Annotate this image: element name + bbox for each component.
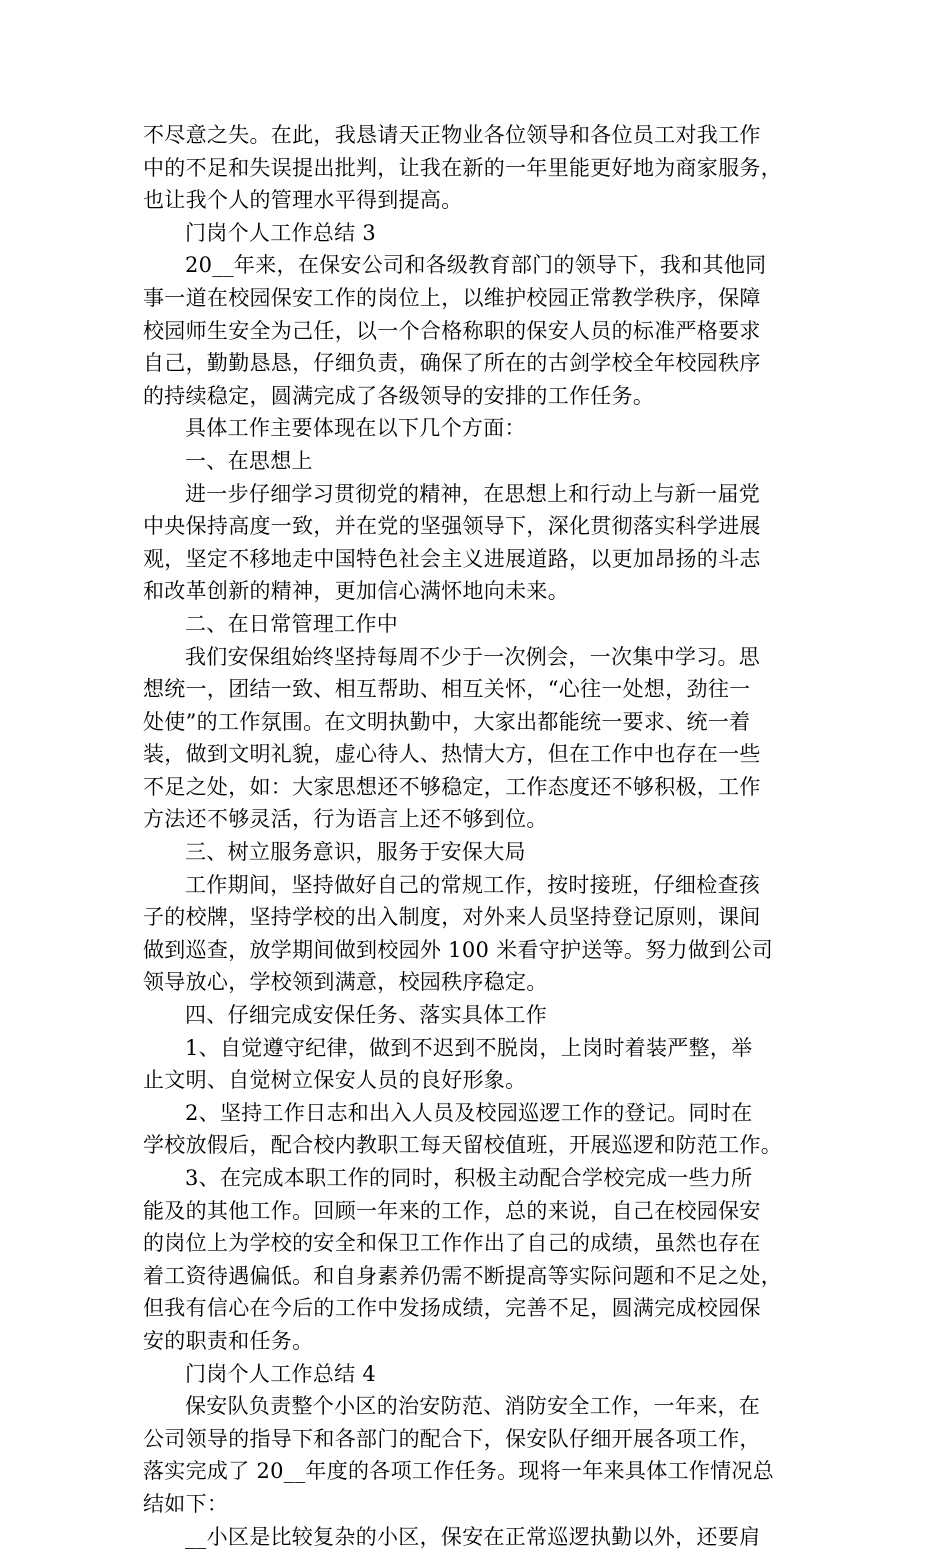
text-line: 校园师生安全为己任，以一个合格称职的保安人员的标准严格要求: [143, 318, 761, 343]
text-line: 结如下：: [143, 1491, 229, 1516]
text-line: 也让我个人的管理水平得到提高。: [143, 188, 463, 213]
text-line: 能及的其他工作。回顾一年来的工作，总的来说，自己在校园保安: [143, 1198, 761, 1223]
text-line: 一、在思想上: [185, 448, 313, 473]
text-line: 方法还不够灵活，行为语言上还不够到位。: [143, 807, 548, 832]
text-line: 工作期间，坚持做好自己的常规工作，按时接班，仔细检查孩: [185, 872, 761, 897]
text-line: 领导放心，学校领到满意，校园秩序稳定。: [143, 970, 548, 995]
text-line: 不尽意之失。在此，我恳请天正物业各位领导和各位员工对我工作: [143, 123, 761, 147]
text-line: 装，做到文明礼貌，虚心待人、热情大方，但在工作中也存在一些: [143, 742, 761, 767]
text-line: 中的不足和失误提出批判，让我在新的一年里能更好地为商家服务，: [143, 155, 782, 180]
text-line: 想统一，团结一致、相互帮助、相互关怀，“心往一处想，劲往一: [143, 677, 751, 702]
text-line: 不足之处，如：大家思想还不够稳定，工作态度还不够积极，工作: [143, 774, 761, 799]
document-body: [143, 119, 815, 1553]
text-line: 公司领导的指导下和各部门的配合下，保安队仔细开展各项工作，: [143, 1426, 761, 1451]
text-line: 子的校牌，坚持学校的出入制度，对外来人员坚持登记原则，课间: [143, 905, 761, 930]
text-line: 门岗个人工作总结 4: [185, 1361, 377, 1386]
text-line: __小区是比较复杂的小区，保安在正常巡逻执勤以外，还要肩: [185, 1524, 761, 1549]
text-line: 保安队负责整个小区的治安防范、消防安全工作，一年来，在: [185, 1394, 761, 1419]
text-line: 1、自觉遵守纪律，做到不迟到不脱岗，上岗时着装严整，举: [185, 1035, 753, 1060]
text-line: 门岗个人工作总结 3: [185, 220, 377, 245]
text-line: 自己，勤勤恳恳，仔细负责，确保了所在的古剑学校全年校园秩序: [143, 351, 761, 376]
text-line: 2、坚持工作日志和出入人员及校园巡逻工作的登记。同时在: [185, 1100, 753, 1125]
text-line: 三、树立服务意识，服务于安保大局: [185, 840, 526, 865]
text-line: 落实完成了 20__年度的各项工作任务。现将一年来具体工作情况总: [143, 1459, 774, 1484]
text-line: 的岗位上为学校的安全和保卫工作作出了自己的成绩，虽然也存在: [143, 1231, 761, 1256]
text-line: 四、仔细完成安保任务、落实具体工作: [185, 1003, 548, 1028]
text-line: 中央保持高度一致，并在党的坚强领导下，深化贯彻落实科学进展: [143, 514, 761, 539]
text-line: 的持续稳定，圆满完成了各级领导的安排的工作任务。: [143, 383, 655, 408]
text-line: 和改革创新的精神，更加信心满怀地向未来。: [143, 579, 569, 604]
text-line: 二、在日常管理工作中: [185, 611, 398, 636]
text-line: 观，坚定不移地走中国特色社会主义进展道路，以更加昂扬的斗志: [143, 546, 761, 571]
text-line: 20__年来，在保安公司和各级教育部门的领导下，我和其他同: [185, 253, 767, 278]
text-line: 学校放假后，配合校内教职工每天留校值班，开展巡逻和防范工作。: [143, 1133, 782, 1158]
text-line: 止文明、自觉树立保安人员的良好形象。: [143, 1068, 527, 1093]
text-line: 安的职责和任务。: [143, 1328, 314, 1353]
text-line: 事一道在校园保安工作的岗位上，以维护校园正常教学秩序，保障: [143, 285, 761, 310]
text-line: 着工资待遇偏低。和自身素养仍需不断提高等实际问题和不足之处，: [143, 1263, 782, 1288]
text-line: 做到巡查，放学期间做到校园外 100 米看守护送等。努力做到公司: [143, 937, 774, 962]
text-line: 我们安保组始终坚持每周不少于一次例会，一次集中学习。思: [185, 644, 761, 669]
text-line: 处使”的工作氛围。在文明执勤中，大家出都能统一要求、统一着: [143, 709, 751, 734]
text-line: 3、在完成本职工作的同时，积极主动配合学校完成一些力所: [185, 1166, 753, 1190]
text-line: 具体工作主要体现在以下几个方面：: [185, 416, 526, 441]
text-line: 但我有信心在今后的工作中发扬成绩，完善不足，圆满完成校园保: [143, 1296, 761, 1321]
text-line: 进一步仔细学习贯彻党的精神，在思想上和行动上与新一届党: [185, 481, 761, 506]
